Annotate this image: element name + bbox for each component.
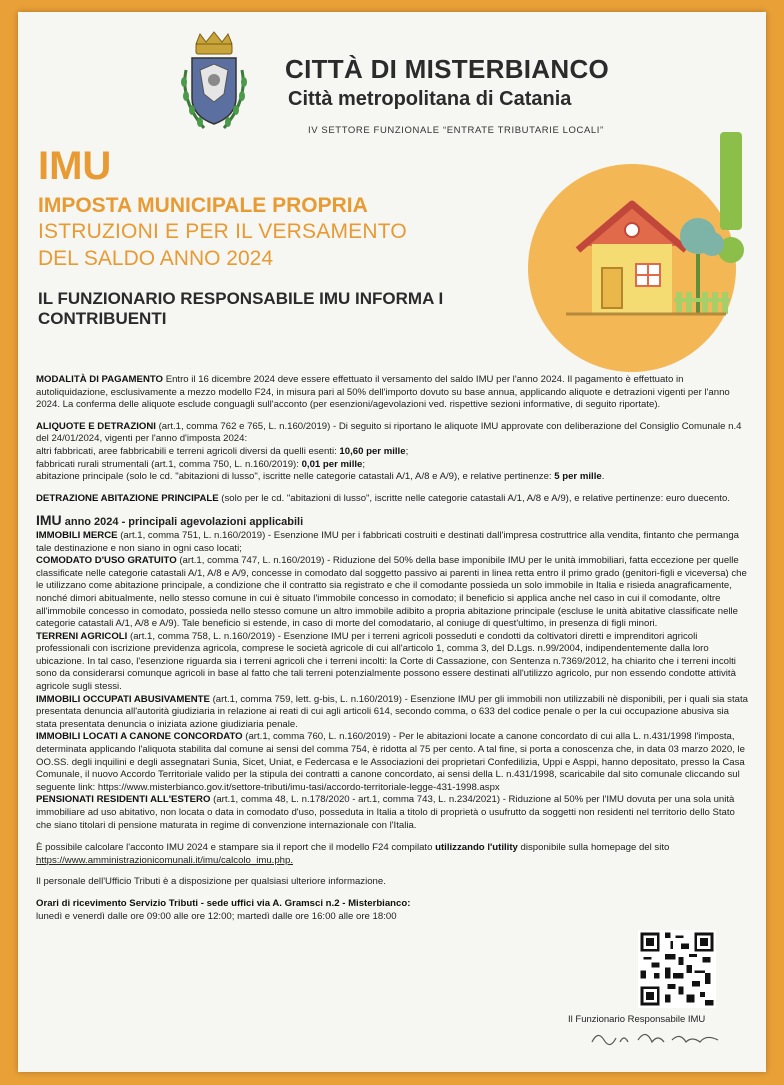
sector-label: IV SETTORE FUNZIONALE “ENTRATE TRIBUTARIE LOCALI” [308, 125, 604, 136]
aliquota-line-3: abitazione principale (solo le cd. "abitazioni di lusso", iscritte nelle categorie catastali A/1, A/8 e A/9), e relative pertinenze: [36, 471, 555, 483]
aliquota-line-1: altri fabbricati, aree fabbricabili e terreni agricoli diversi da quelli esenti: [36, 445, 340, 457]
calcolo-pre: È possibile calcolare l'acconto IMU 2024 e stampare sia il report che il modello F24 compilato [36, 842, 436, 854]
calcolo-paragraph [36, 842, 748, 867]
aliquota-value-1: 10,60 per mille [339, 445, 406, 457]
item-label: IMMOBILI MERCE [36, 529, 118, 541]
qr-code-icon [638, 930, 716, 1008]
detrazione-paragraph [36, 493, 748, 506]
house-illustration-icon [526, 124, 762, 374]
agevolazioni-subtitle: anno 2024 - principali agevolazioni applicabili [61, 516, 304, 529]
detrazione-label: DETRAZIONE ABITAZIONE PRINCIPALE [36, 492, 219, 504]
aliquote-intro: (art.1, comma 762 e 765, L. n.160/2019) - Di seguito si riportano le aliquote IMU approvate con deliberazione del Consiglio Comunale n.4 del 24/01/2024, vigenti per l'anno d'imposta 2024: [36, 420, 742, 445]
detrazione-text: (solo per le cd. "abitazioni di lusso", iscritte nelle categorie catastali A/1, A/8 e A/9), e relative pertinenze: euro duecento. [218, 492, 730, 504]
orari-paragraph [36, 898, 748, 923]
item-text: (art.1, comma 758, L. n.160/2019) - Esenzione IMU per i terreni agricoli posseduti e condotti da coltivatori diretti e imprenditori agricoli professionali con iscrizione previdenza agricola, comprese le società agricole di cui all'articolo 1, comma 3, del D.Lgs. n.99/2004, indipendentemente dalla loro ubicazione. In tal caso, l'esenzione riguarda sia i terreni agricoli che i terreni incolti: la Corte di Cassazione, con Sentenza n.7369/2012, ha chiarito che i terreni incolti sono da considerarsi comunque agricoli in base al fatto che tali terreni potenzialmente possono essere destinati all'utilizzo agricolo, pur non essendo condotte attività agricole sugli stessi. [36, 630, 736, 693]
aliquote-label: ALIQUOTE E DETRAZIONI [36, 420, 156, 432]
aliquote-paragraph: ALIQUOTE E DETRAZIONI (art.1, comma 762 e 765, L. n.160/2019) - Di seguito si riportano le aliquote IMU approvate con deliberazione del Consiglio Comunale n.4 del 24/01/2024, vigenti per l'anno d'imposta 2024: altri fabbricati, aree fabbricabili e terreni agricoli diversi da quelli esenti: 10,60 per mille; fabbricati rurali strumentali (art.1, comma 750, L. n.160/2019): 0,01 per mille; abitazione principale (solo le cd. "abitazioni di lusso", iscritte nelle categorie catastali A/1, A/8 e A/9), e relative pertinenze: 5 per mille. [36, 420, 742, 483]
calcolo-bold: utilizzando l'utility [435, 842, 518, 854]
list-item [36, 555, 748, 631]
city-crest-icon [174, 30, 254, 140]
item-text: (art.1, comma 747, L. n.160/2019) - Riduzione del 50% della base imponibile IMU per le unità immobiliari, fatta eccezione per quelle classificate nelle categorie catastali A/1, A/8 e A/9, concesse in comodato dal soggetto passivo ai parenti in linea retta entro il primo grado (genitori-figli e viceversa) che le utilizzano come abitazione principale, a condizione che il contratto sia registrato e che il comodante possieda un solo immobile in Italia e risieda anagraficamente, nonché dimori abitualmente, nello stesso comune in cui è situato l'immobile concesso in comodato; il beneficio si applica anche nel caso in cui il comodante, oltre all'immobile concesso in comodato, possieda nello stesso comune un altro immobile adibito a propria abitazione principale (escluse le unità abitative classificate nelle categorie catastali A/1, A/8 e A/9). Tale beneficio si estende, in caso di morte del comodatario, al coniuge di quest'ultimo, in presenza di figli minori. [36, 555, 747, 630]
item-text: (art.1, comma 759, lett. g-bis, L. n.160/2019) - Esenzione IMU per gli immobili non utilizzabili nè disponibili, per i quali sia stata presentata denuncia all'autorità giudiziaria in relazione ai reati di cui agli articoli 614, secondo comma, o 633 del codice penale o per la cui occupazione abusiva sia stata presentata denuncia o iniziata azione giudiziaria penale. [36, 693, 748, 730]
modalita-paragraph [36, 374, 748, 412]
item-text: (art.1, comma 760, L. n.160/2019) - Per le abitazioni locate a canone concordato di cui alla L. n.431/1998 l'imposta, determinata applicando l'aliquota stabilita dal comune ai sensi del comma 754, è ridotta al 75 per cento. A tal fine, si porta a conoscenza che, in data 03 marzo 2020, le OO.SS. degli inquilini e degli assegnatari Sunia, Sicet, Uniat, e Federcasa e le Associazioni dei proprietari Confedilizia, Uppi e Asppi, hanno depositato, presso la Casa Comunale, il nuovo Accordo Territoriale valido per la stipula dei contratti a canone concordato, ai sensi della L. n.431/1998, scaricabile dal sito comunale cliccando sul seguente link: https://www.misterbianco.gov.it/settore-tributi/imu-tasi/accordo-territoriale-legge-431-1998.aspx [36, 731, 746, 793]
calcolo-post: disponibile sulla homepage del sito [517, 842, 670, 854]
item-text: (art.1, comma 751, L. n.160/2019) - Esenzione IMU per i fabbricati costruiti e destinati dall'impresa costruttrice alla vendita, fintanto che permanga tale destinazione e non siano in ogni caso locati; [36, 529, 740, 554]
item-label: IMMOBILI OCCUPATI ABUSIVAMENTE [36, 693, 210, 705]
item-label: TERRENI AGRICOLI [36, 630, 128, 642]
list-item [36, 631, 748, 694]
saldo-title: DEL SALDO ANNO 2024 [38, 247, 273, 270]
poster-sheet [18, 12, 766, 1072]
signature-title: Il Funzionario Responsabile IMU [568, 1014, 706, 1025]
item-label: IMMOBILI LOCATI A CANONE CONCORDATO [36, 731, 243, 743]
item-text: (art.1, comma 48, L. n.178/2020 - art.1, comma 743, L. n.234/2021) - Riduzione al 50% per l'IMU dovuta per una sola unità immobiliare ad uso abitativo, non locata o data in comodato d'uso, posseduta in Italia a titolo di proprietà o usufrutto da soggetti non residenti nel territorio dello Stato che siano titolari di pensione maturata in regime di convenzione internazionale con l'Italia. [36, 794, 735, 831]
aliquota-value-3: 5 per mille [554, 471, 602, 483]
agevolazioni-imu: IMU [36, 512, 62, 529]
agevolazioni-heading [36, 514, 748, 529]
modalita-label: MODALITÀ DI PAGAMENTO [36, 374, 164, 385]
modalita-text: Entro il 16 dicembre 2024 deve essere effettuato il versamento del saldo IMU per l'anno 2024. Il pagamento è effettuato in autoliquidazione, esclusivamente a mezzo modello F24, in misura pari al 50% dell'importo dovuto su base annua, applicando aliquote e detrazioni vigenti per l'anno 2024. La conferma delle aliquote esclude conguagli sull'acconto (per esenzioni/agevolazioni ved. rispettive sezioni informative, di seguito riportate). [36, 374, 730, 411]
imu-title: IMU [38, 144, 112, 188]
poster-body [36, 374, 748, 932]
orari-text: lunedì e venerdì dalle ore 09:00 alle ore 12:00; martedì dalle ore 16:00 alle ore 18:00 [36, 910, 397, 922]
calcolo-link[interactable]: https://www.amministrazionicomunali.it/imu/calcolo_imu.php. [36, 854, 293, 866]
handwritten-signature-icon [588, 1024, 728, 1050]
item-label: COMODATO D'USO GRATUITO [36, 555, 177, 567]
agevolazioni-list [36, 530, 748, 832]
aliquota-line-2: fabbricati rurali strumentali (art.1, comma 750, L. n.160/2019): [36, 458, 302, 470]
personale-paragraph: Il personale dell'Ufficio Tributi è a disposizione per qualsiasi ulteriore informazione. [36, 876, 386, 888]
funzionario-heading: IL FUNZIONARIO RESPONSABILE IMU INFORMA I CONTRIBUENTI [38, 289, 444, 328]
list-item [36, 731, 748, 794]
list-item [36, 794, 748, 832]
city-title: CITTÀ DI MISTERBIANCO [285, 54, 610, 84]
metro-subtitle: Città metropolitana di Catania [288, 88, 572, 110]
list-item [36, 694, 748, 732]
orari-label: Orari di ricevimento Servizio Tributi - sede uffici via A. Gramsci n.2 - Misterbianco: [36, 897, 411, 909]
item-label: PENSIONATI RESIDENTI ALL'ESTERO [36, 794, 211, 806]
aliquota-value-2: 0,01 per mille [301, 458, 363, 470]
imu-fullname: IMPOSTA MUNICIPALE PROPRIA [38, 194, 368, 217]
instructions-title: ISTRUZIONI E PER IL VERSAMENTO [38, 220, 407, 243]
list-item [36, 530, 748, 555]
